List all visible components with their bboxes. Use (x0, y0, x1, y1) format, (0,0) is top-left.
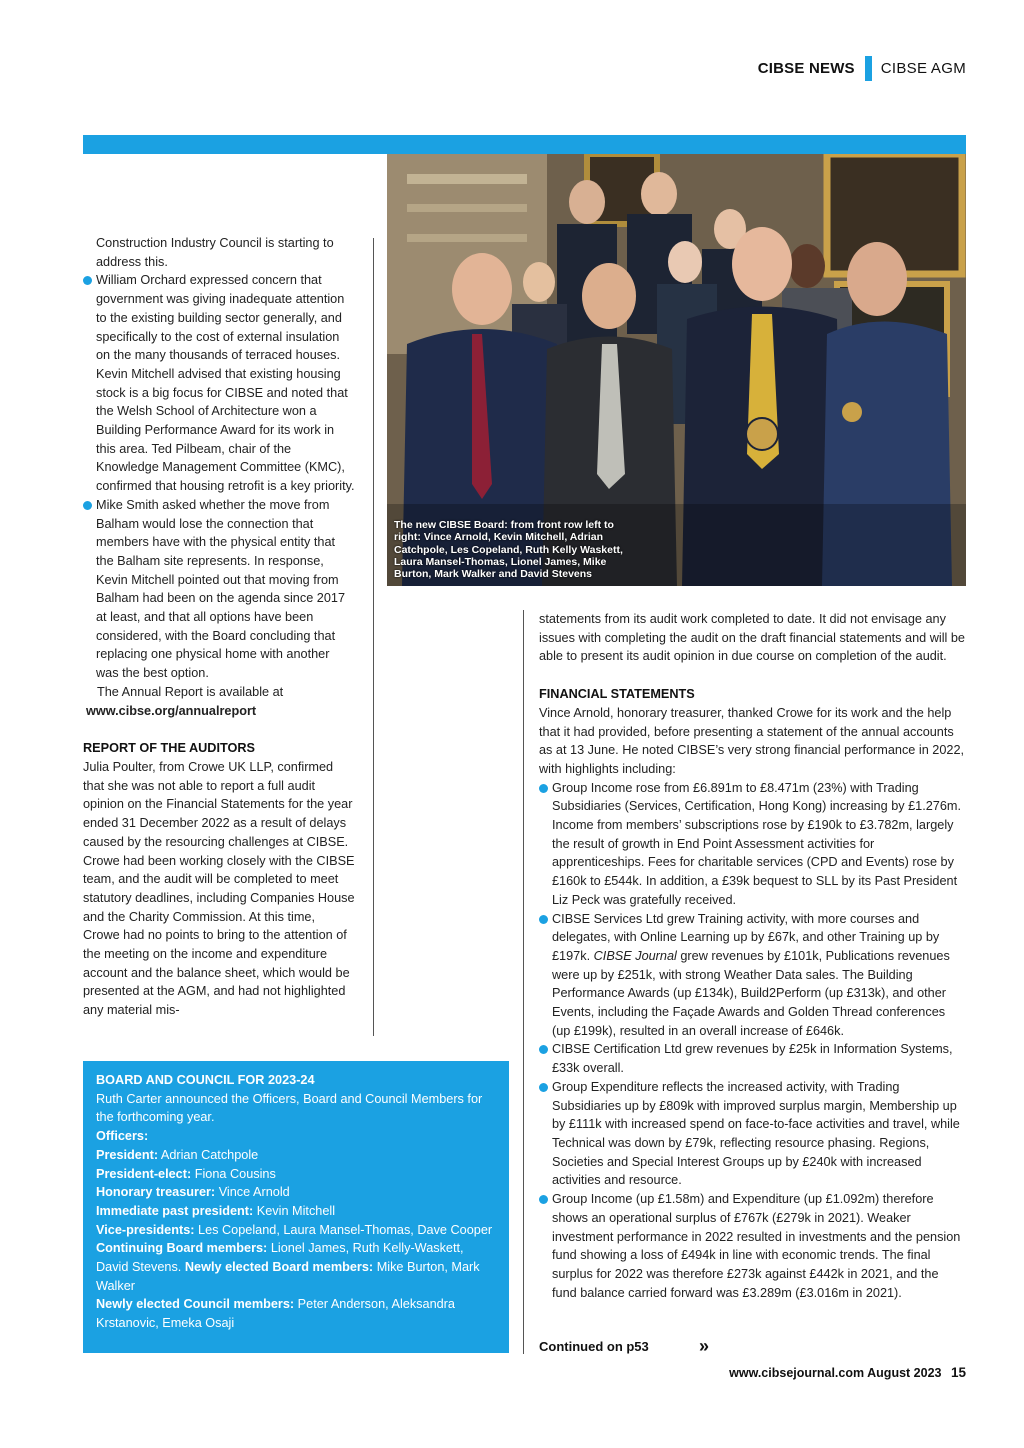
right-bullet-1: Group Income rose from £6.891m to £8.471m (23%) with Trading Subsidiaries (Services, Certification, Hong Kong) increasing by £1.276m. Income from members’ subscriptions rose by £190k to £3.782m, largely the result of growth in End Point Assessment activities for apprenticeships. Fees for charitable services (CPD and Events) rose by £160k to £544k. In addition, a £39k bequest to SLL by its Past President Liz Peck was gratefully received. (539, 779, 966, 910)
past-president-name: Kevin Mitchell (256, 1203, 336, 1218)
page-number: 15 (950, 1365, 966, 1380)
past-president-line (96, 1202, 496, 1221)
subsection-label: CIBSE AGM (880, 60, 966, 77)
vice-presidents-line (96, 1221, 496, 1240)
past-president-label: Immediate past president: (96, 1203, 254, 1218)
annual-report-note: The Annual Report is available at (97, 684, 284, 699)
treasurer-name: Vince Arnold (218, 1185, 290, 1200)
box-intro: Ruth Carter announced the Officers, Board and Council Members for the forthcoming year. (96, 1091, 483, 1125)
president-name: Adrian Catchpole (160, 1147, 259, 1162)
continuing-board-label: Continuing Board members: (96, 1241, 268, 1256)
board-members-line (96, 1239, 496, 1295)
right-bullet-5: Group Income (up £1.58m) and Expenditure (up £1.092m) therefore shows an operational surplus of £767k (£279k in 2021). Weaker investment performance in 2022 resulted in investments and the pension fund showing a loss of £494k in line with economic trends. The final surplus for 2022 was therefore £273k against £442k in 2021, and the fund balance carried forward was £3.289m (£3.016m in 2021). (539, 1190, 966, 1302)
left-column (83, 234, 355, 1020)
officers-label: Officers: (96, 1129, 149, 1144)
right-bullet-3: CIBSE Certification Ltd grew revenues by £25k in Information Systems, £33k overall. (539, 1040, 966, 1077)
photo-caption: The new CIBSE Board: from front row left to right: Vince Arnold, Kevin Mitchell, Adrian Catchpole, Les Copeland, Ruth Kelly Waskett, Laura Mansel-Thomas, Lionel James, Mike Burton, Mark Walker and David Stevens (394, 519, 623, 581)
board-group-photo (387, 154, 966, 586)
column-rule-right (523, 610, 524, 1354)
left-paragraph-1: Construction Industry Council is starting to address this. (96, 236, 334, 269)
column-rule-left (373, 238, 374, 1036)
journal-title: CIBSE Journal (593, 948, 677, 963)
auditors-heading: REPORT OF THE AUDITORS (83, 741, 255, 756)
right-paragraph-1: statements from its audit work completed to date. It did not envisage any issues with completing the audit on the draft financial statements and will be able to present its audit opinion in due course on completion of the audit. (539, 612, 965, 664)
board-council-box (83, 1061, 509, 1353)
footer-issue: August 2023 (867, 1366, 942, 1380)
auditors-text: Julia Poulter, from Crowe UK LLP, confirmed that she was not able to report a full audit opinion on the Financial Statements for the year ended 31 December 2022 as a result of delays caused by the resourcing challenges at CIBSE. Crowe had been working closely with the CIBSE team, and the audit will be completed to meet statutory deadlines, including Companies House and the Charity Commission. At this time, Crowe had no points to bring to the attention of the meeting on the income and expenditure account and the balance sheet, which would be presented at the AGM, and had not highlighted any material mis- (83, 759, 355, 1018)
box-heading: BOARD AND COUNCIL FOR 2023-24 (96, 1073, 315, 1087)
treasurer-label: Honorary treasurer: (96, 1185, 216, 1200)
new-council-label: Newly elected Council members: (96, 1297, 295, 1312)
bullet-2-part-1: CIBSE Services Ltd grew Training activity, with more courses and delegates, with Online Learning up by £67k, and other Training up by £197k. (552, 911, 940, 963)
president-elect-line (96, 1165, 496, 1184)
header-divider (865, 56, 872, 81)
page-footer (729, 1365, 966, 1380)
new-board-label: Newly elected Board members: (184, 1260, 374, 1275)
right-bullet-2 (539, 910, 966, 1041)
president-elect-label: President-elect: (96, 1166, 192, 1181)
continued-link[interactable]: Continued on p53 (539, 1339, 649, 1354)
right-column (539, 610, 966, 1302)
financial-heading: FINANCIAL STATEMENTS (539, 687, 695, 702)
council-members-line (96, 1295, 496, 1332)
annual-report-link[interactable]: www.cibse.org/annualreport (86, 703, 257, 718)
vice-presidents-names: Les Copeland, Laura Mansel-Thomas, Dave Cooper (198, 1222, 493, 1237)
financial-text: Vince Arnold, honorary treasurer, thanked Crowe for its work and the help that it had provided, before presenting a statement of the annual accounts as at 13 June. He noted CIBSE’s very strong financial performance in 2022, with highlights including: (539, 705, 965, 776)
president-line (96, 1146, 496, 1165)
left-bullet-2: Mike Smith asked whether the move from Balham would lose the connection that members have with the physical entity that the Balham site represents. In response, Kevin Mitchell pointed out that moving from Balham had been on the agenda since 2017 at least, and that all options have been considered, with the Board concluding that replacing one physical home with another was the best option. (83, 496, 355, 683)
new-board-names: Mike Burton, Mark Walker (96, 1260, 480, 1293)
bullet-2-part-2: grew revenues by £101k, Publications revenues were up by £251k, with strong Weather Data sales. The Building Performance Awards (up £134k), Build2Perform (up £313k), and other Events, including the Façade Awards and Golden Thread conferences (up £199k), resulted in an overall increase of £646k. (552, 948, 950, 1038)
new-council-names: Peter Anderson, Aleksandra Krstanovic, Emeka Osaji (96, 1297, 455, 1331)
treasurer-line (96, 1183, 496, 1202)
section-label: CIBSE NEWS (757, 60, 855, 77)
page-header (758, 56, 966, 81)
continuing-board-names: Lionel James, Ruth Kelly-Waskett, David Stevens. (96, 1241, 464, 1275)
right-bullet-4: Group Expenditure reflects the increased activity, with Trading Subsidiaries up by £809k with improved surplus margin, Membership up by £111k with increased spend on face-to-face activities and travel, while Technical was down by £79k, reflecting resource phasing. Regions, Societies and Special Interest Groups up by £240k with increased activities and resource. (539, 1078, 966, 1190)
vice-presidents-label: Vice-presidents: (96, 1222, 195, 1237)
left-bullet-1: William Orchard expressed concern that government was giving inadequate attention to the existing building sector generally, and specifically to the cost of external insulation on the many thousands of terraced houses. Kevin Mitchell advised that existing housing stock is a big focus for CIBSE and noted that the Welsh School of Architecture won a Building Performance Award for its work in this area. Ted Pilbeam, chair of the Knowledge Management Committee (KMC), confirmed that housing retrofit is a key priority. (83, 271, 355, 495)
president-elect-name: Fiona Cousins (194, 1166, 276, 1181)
top-color-band (83, 135, 966, 154)
footer-site: www.cibsejournal.com (729, 1366, 865, 1380)
chevron-right-icon: » (699, 1336, 710, 1356)
president-label: President: (96, 1147, 159, 1162)
